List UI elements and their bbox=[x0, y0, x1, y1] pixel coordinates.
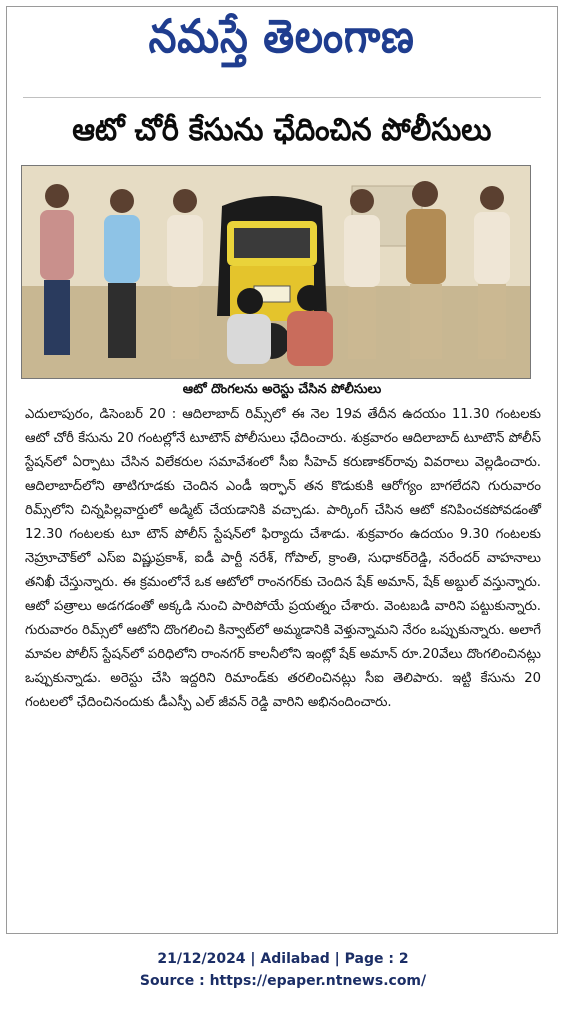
article-headline-box bbox=[7, 103, 557, 163]
photo-illustration bbox=[22, 166, 530, 378]
divider bbox=[23, 97, 541, 98]
next-article-teaser bbox=[25, 925, 539, 934]
article-body: ఎదులాపురం, డిసెంబర్ 20 : ఆదిలాబాద్ రిమ్స్‌లో ఈ నెల 19వ తేదీన ఉదయం 11.30 గంటలకు ఆటో చోరీ కేసును 20 గంటల్లోనే టూటౌన్ పోలీసులు ఛేదించారు. శుక్రవారం ఆదిలాబాద్ టూటౌన్ పోలీస్ స్టేషన్‌లో ఏర్పాటు చేసిన విలేకరుల సమావేశంలో సీఐ సీహెచ్ కరుణాకర్‌రావు వివరాలు వెల్లడించారు. ఆదిలాబాద్‌లోని తాటిగూడకు చెందిన ఎండీ ఇర్ఫాన్ తన కొడుకుకి ఆరోగ్యం బాగలేదని గురువారం రిమ్స్‌లోని చిన్నపిల్లవార్డులో అడ్మిట్ చేయడానికి వచ్చాడు. పార్కింగ్ చేసిన ఆటో కనిపించకపోవడంతో 12.30 గంటలకు టూ టౌన్ పోలీస్ స్టేషన్‌లో ఫిర్యాదు చేశాడు. శుక్రవారం ఉదయం 9.30 గంటలకు నెహ్రూచౌక్‌లో ఎస్ఐ విష్ణుప్రకాశ్, ఐడీ పార్టీ నరేశ్, గోపాల్, క్రాంతి, సుధాకర్‌రెడ్డి, నరేందర్ వాహనాలు తనిఖీ చేస్తున్నారు. ఈ క్రమంలోనే ఒక ఆటోలో రాంనగర్‌కు చెందిన షేక్ అమాన్, షేక్ అబ్దుల్ వస్తున్నారు. ఆటో పత్రాలు అడగడంతో అక్కడి నుంచి పారిపోయే ప్రయత్నం చేశారు. వెంటబడి వారిని పట్టుకున్నారు. గురువారం రిమ్స్‌లో ఆటోని దొంగలించి కిన్వాట్‌లో అమ్మడానికి వెళ్తున్నామని నేరం ఒప్పుకున్నారు. అలాగే మావల పోలీస్ స్టేషన్‌లో పరిధిలోని రాంనగర్ కాలనీలోని ఇంట్లో షేక్ అమాన్ రూ.20వేలు దొంగలించినట్లు ఒప్పుకున్నాడు. అరెస్టు చేసి ఇద్దరిని రిమాండ్‌కు తరలించినట్లు సీఐ తెలిపారు. ఇట్టి కేసును 20 గంటలలో ఛేదించినందుకు డీఎస్పీ ఎల్ జీవన్ రెడ్డి వారిని అభినందించారు. bbox=[25, 407, 541, 710]
source-link[interactable]: Source : https://epaper.ntnews.com/ bbox=[139, 973, 427, 989]
photo-caption: ఆటో దొంగలను అరెస్టు చేసిన పోలీసులు bbox=[182, 382, 382, 397]
news-photo bbox=[21, 165, 531, 379]
article-headline: ఆటో చోరీ కేసును ఛేదించిన పోలీసులు bbox=[72, 111, 492, 148]
newspaper-clipping bbox=[6, 6, 558, 934]
masthead bbox=[7, 7, 557, 77]
newspaper-logo: నమస్తే తెలంగాణ bbox=[148, 9, 416, 63]
edition-info: 21/12/2024 | Adilabad | Page : 2 bbox=[157, 951, 409, 967]
